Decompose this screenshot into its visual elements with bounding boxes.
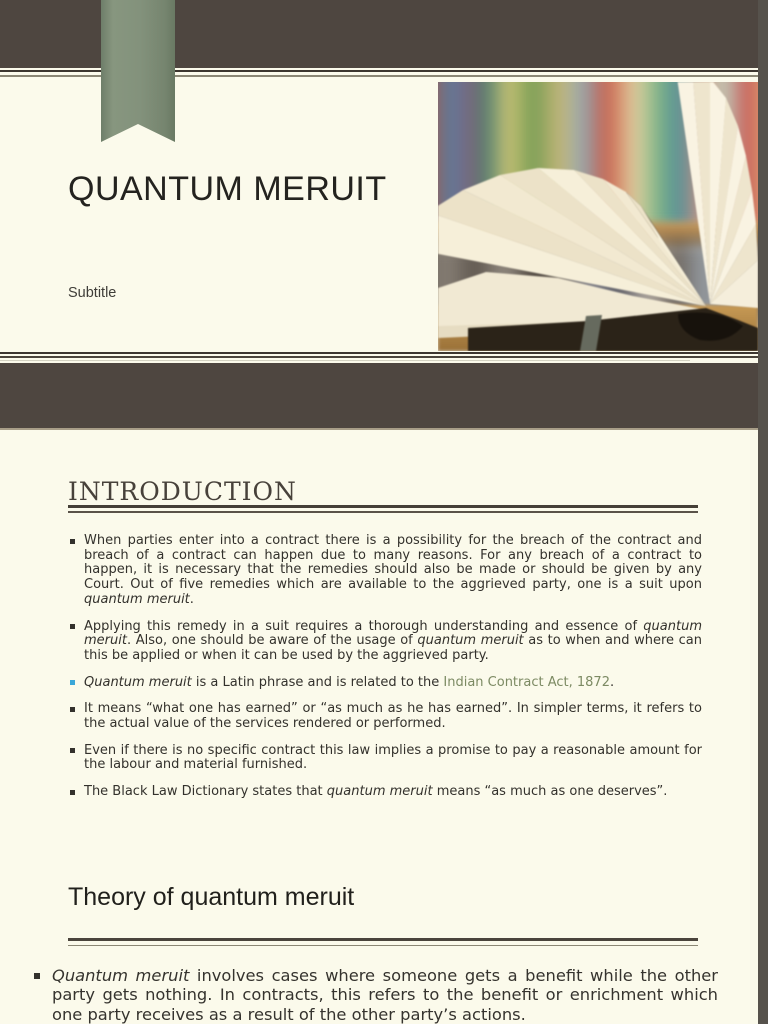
bullet-text: Quantum meruit is a Latin phrase and is related to the Indian Contract Act, 1872.: [84, 674, 615, 690]
bullet-marker: [70, 707, 75, 712]
indian-contract-act-link[interactable]: Indian Contract Act, 1872: [443, 674, 610, 690]
bullet-marker: [70, 539, 75, 544]
bullet-text: Even if there is no specific contract this law implies a promise to pay a reasonable amount for the labour and material furnished.: [84, 742, 702, 773]
bullet-marker-accent: [70, 680, 75, 685]
bullet-text: When parties enter into a contract there is a possibility for the breach of the contract and breach of a contract can happen due to many reasons. For any breach of a contract to happen, it is necessary that the remedies should also be made or should be given by any Court. Out of five remedies which are available to the aggrieved party, one is a suit upon quantum meruit.: [84, 533, 702, 607]
bullet-item: [70, 620, 702, 664]
viewer-background-strip: [758, 0, 768, 1024]
open-book-photo: [438, 82, 758, 351]
bullet-text: The Black Law Dictionary states that quantum meruit means “as much as one deserves”.: [84, 784, 668, 800]
bullet-marker: [70, 624, 75, 629]
bullet-text: Applying this remedy in a suit requires a thorough understanding and essence of quantum meruit. Also, one should be aware of the usage of quantum meruit as to when and where can this be applied or when it can be used by the aggrieved party.: [84, 618, 703, 663]
slide-subtitle: Subtitle: [68, 285, 117, 301]
bullet-item: [70, 744, 702, 773]
bullet-text: Quantum meruit involves cases where someone gets a benefit while the other party gets nothing. In contracts, this refers to the benefit or enrichment which one party receives as a result of the other party’s actions.: [52, 966, 718, 1024]
page1-bottom-rule: [0, 352, 758, 354]
bullet-item: [70, 534, 702, 608]
page-gap-line: [0, 360, 690, 361]
slide2-top-band: [0, 363, 758, 430]
bullet-item: [70, 676, 702, 691]
bullet-marker: [70, 748, 75, 753]
book-standing-pages: [674, 82, 758, 308]
intro-heading: INTRODUCTION: [68, 477, 297, 506]
bullet-text: It means “what one has earned” or “as much as he has earned”. In simpler terms, it refers to the actual value of the services rendered or performed.: [84, 701, 702, 732]
theory-heading: Theory of quantum meruit: [68, 883, 355, 911]
open-book-illustration: [438, 82, 758, 351]
bookmark-ribbon: [101, 0, 175, 142]
bullet-item: [70, 702, 702, 731]
intro-heading-rule: [68, 505, 698, 513]
intro-bullet-list: [70, 534, 702, 812]
theory-body-paragraph: [34, 966, 718, 1024]
bullet-item: [70, 785, 702, 800]
bullet-marker: [70, 790, 75, 795]
theory-heading-rule: [68, 938, 698, 946]
slide-title: QUANTUM MERUIT: [68, 170, 387, 208]
bullet-marker: [34, 973, 40, 979]
page1-bottom-rule2: [0, 356, 758, 358]
